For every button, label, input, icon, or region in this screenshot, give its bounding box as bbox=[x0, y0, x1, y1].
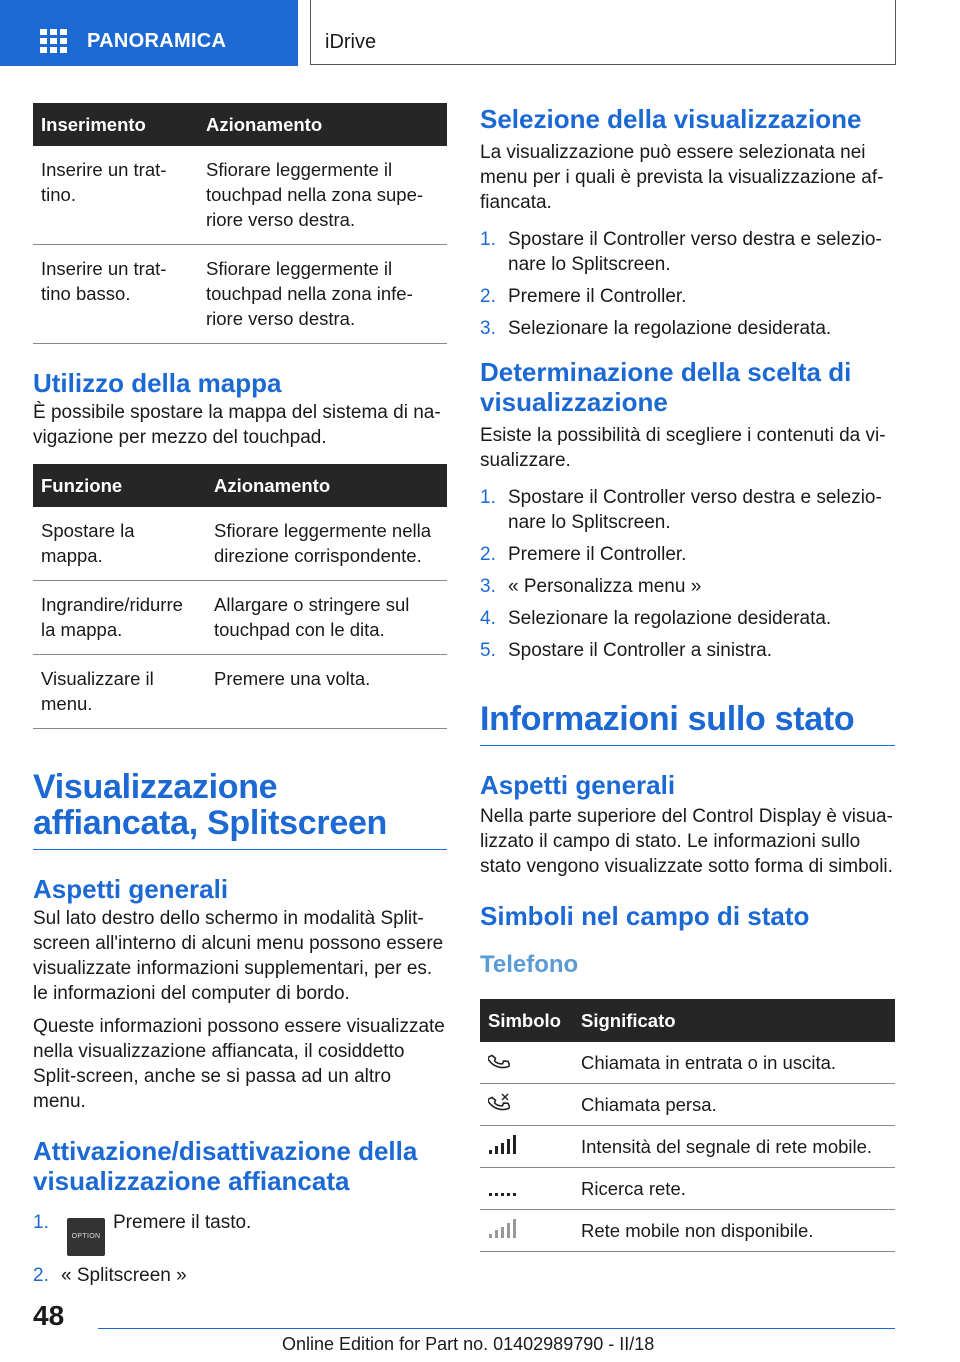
step-number: 2. bbox=[480, 286, 496, 307]
table-row bbox=[33, 581, 447, 655]
section-title-map: Utilizzo della mappa bbox=[33, 368, 282, 398]
table-cell: Visualizzare il menu. bbox=[33, 655, 206, 729]
step-number: 1. bbox=[33, 1212, 49, 1233]
table-header: Inserimento bbox=[33, 103, 198, 146]
missed-call-icon bbox=[488, 1092, 510, 1114]
option-button-icon: OPTION bbox=[67, 1218, 105, 1256]
map-functions-table bbox=[33, 464, 447, 729]
table-cell: Inserire un trat-tino. bbox=[33, 146, 198, 245]
chapter-tab bbox=[310, 0, 896, 65]
phone-symbols-table bbox=[480, 999, 895, 1252]
table-header: Funzione bbox=[33, 464, 206, 507]
subsection-title-symbols: Simboli nel campo di stato bbox=[480, 901, 810, 931]
table-row bbox=[33, 507, 447, 581]
table-header: Simbolo bbox=[480, 999, 573, 1042]
step-number: 3. bbox=[480, 576, 496, 597]
table-cell: Ingrandire/ridurre la mappa. bbox=[33, 581, 206, 655]
table-cell: Sfiorare leggermente nella direzione corrispondente. bbox=[206, 507, 447, 581]
table-header: Significato bbox=[573, 999, 895, 1042]
step-number: 1. bbox=[480, 229, 496, 250]
symbol-cell bbox=[480, 1210, 573, 1252]
step-text: Premere il tasto. bbox=[113, 1212, 252, 1233]
splitscreen-paragraph-2: Queste informazioni possono essere visualizzate nella visualizzazione affiancata, il cosiddetto Split-screen, anche se si passa ad un altro menu. bbox=[33, 1016, 445, 1112]
chapter-title: iDrive bbox=[325, 31, 377, 53]
symbol-cell bbox=[480, 1126, 573, 1168]
list-item bbox=[33, 1263, 447, 1288]
section-title-selection: Selezione della visualizzazione bbox=[480, 104, 862, 134]
edition-note: Online Edition for Part no. 01402989790 - II/18 bbox=[282, 1334, 655, 1354]
step-text: « Personalizza menu » bbox=[508, 576, 702, 597]
subsection-title-phone: Telefono bbox=[480, 951, 579, 978]
subsection-title-status-general: Aspetti generali bbox=[480, 770, 676, 800]
step-number: 3. bbox=[480, 318, 496, 339]
list-item bbox=[480, 227, 895, 277]
step-text: Spostare il Controller verso destra e selezio-nare lo Splitscreen. bbox=[508, 487, 882, 533]
tab-panoramica[interactable] bbox=[0, 0, 298, 66]
table-cell: Ricerca rete. bbox=[573, 1168, 895, 1210]
top-navigation bbox=[0, 0, 960, 66]
table-row bbox=[480, 1084, 895, 1126]
touchpad-input-table bbox=[33, 103, 447, 344]
network-search-icon bbox=[488, 1176, 516, 1198]
symbol-cell bbox=[480, 1168, 573, 1210]
table-row bbox=[480, 1210, 895, 1252]
table-cell: Sfiorare leggermente il touchpad nella zona supe-riore verso destra. bbox=[198, 146, 447, 245]
step-text: Selezionare la regolazione desiderata. bbox=[508, 608, 832, 629]
footer-divider bbox=[98, 1328, 895, 1329]
content-intro: Esiste la possibilità di scegliere i contenuti da vi-sualizzare. bbox=[480, 425, 886, 471]
symbol-cell bbox=[480, 1084, 573, 1126]
table-header: Azionamento bbox=[206, 464, 447, 507]
map-intro: È possibile spostare la mappa del sistema di na-vigazione per mezzo del touchpad. bbox=[33, 402, 441, 448]
table-cell: Inserire un trat-tino basso. bbox=[33, 245, 198, 344]
subsection-title-toggle: Attivazione/disattivazione della visualizzazione affiancata bbox=[33, 1136, 418, 1196]
step-text: Premere il Controller. bbox=[508, 544, 687, 565]
table-cell: Spostare la mappa. bbox=[33, 507, 206, 581]
step-text: Spostare il Controller a sinistra. bbox=[508, 640, 772, 661]
step-number: 5. bbox=[480, 640, 496, 661]
list-item bbox=[480, 542, 895, 567]
grid-menu-icon bbox=[40, 29, 68, 53]
list-item bbox=[480, 638, 895, 663]
content-steps bbox=[480, 485, 895, 663]
table-cell: Allargare o stringere sul touchpad con le dita. bbox=[206, 581, 447, 655]
table-row bbox=[480, 1042, 895, 1084]
step-number: 2. bbox=[480, 544, 496, 565]
toggle-steps bbox=[33, 1210, 447, 1288]
step-text: Selezionare la regolazione desiderata. bbox=[508, 318, 832, 339]
table-header: Azionamento bbox=[198, 103, 447, 146]
step-text: Premere il Controller. bbox=[508, 286, 687, 307]
table-row bbox=[33, 146, 447, 245]
tab-panoramica-label: PANORAMICA bbox=[87, 30, 227, 52]
table-row bbox=[480, 1168, 895, 1210]
list-item bbox=[480, 485, 895, 535]
table-cell: Chiamata persa. bbox=[573, 1084, 895, 1126]
step-number: 4. bbox=[480, 608, 496, 629]
table-cell: Intensità del segnale di rete mobile. bbox=[573, 1126, 895, 1168]
phone-call-icon bbox=[488, 1050, 510, 1072]
no-network-icon bbox=[488, 1218, 516, 1240]
section-title-splitscreen: Visualizzazione affiancata, Splitscreen bbox=[33, 769, 447, 850]
list-item bbox=[480, 284, 895, 309]
status-intro: Nella parte superiore del Control Display è visua-lizzato il campo di stato. Le informazioni sullo stato vengono visualizzate sotto forma di simboli. bbox=[480, 806, 893, 877]
list-item bbox=[480, 574, 895, 599]
list-item bbox=[480, 316, 895, 341]
symbol-cell bbox=[480, 1042, 573, 1084]
step-number: 1. bbox=[480, 487, 496, 508]
table-cell: Chiamata in entrata o in uscita. bbox=[573, 1042, 895, 1084]
list-item bbox=[33, 1210, 447, 1256]
table-row bbox=[33, 655, 447, 729]
table-cell: Premere una volta. bbox=[206, 655, 447, 729]
list-item bbox=[480, 606, 895, 631]
section-title-content: Determinazione della scelta di visualizzazione bbox=[480, 357, 852, 417]
page-number: 48 bbox=[33, 1300, 65, 1331]
table-row bbox=[480, 1126, 895, 1168]
right-column bbox=[480, 100, 895, 1252]
signal-strength-icon bbox=[488, 1134, 516, 1156]
selection-intro: La visualizzazione può essere selezionata nei menu per i quali è prevista la visualizzazione af-fiancata. bbox=[480, 142, 884, 213]
selection-steps bbox=[480, 227, 895, 341]
step-text: Spostare il Controller verso destra e selezio-nare lo Splitscreen. bbox=[508, 229, 882, 275]
step-text: « Splitscreen » bbox=[61, 1265, 187, 1286]
left-column bbox=[33, 100, 447, 1295]
section-title-status: Informazioni sullo stato bbox=[480, 701, 895, 746]
table-row bbox=[33, 245, 447, 344]
table-cell: Sfiorare leggermente il touchpad nella zona infe-riore verso destra. bbox=[198, 245, 447, 344]
step-number: 2. bbox=[33, 1265, 49, 1286]
table-cell: Rete mobile non disponibile. bbox=[573, 1210, 895, 1252]
subsection-title-general: Aspetti generali bbox=[33, 874, 229, 904]
splitscreen-paragraph-1: Sul lato destro dello schermo in modalità Split-screen all'interno di alcuni menu possono essere visualizzate informazioni supplementari, per es. le informazioni del computer di bordo. bbox=[33, 908, 444, 1004]
